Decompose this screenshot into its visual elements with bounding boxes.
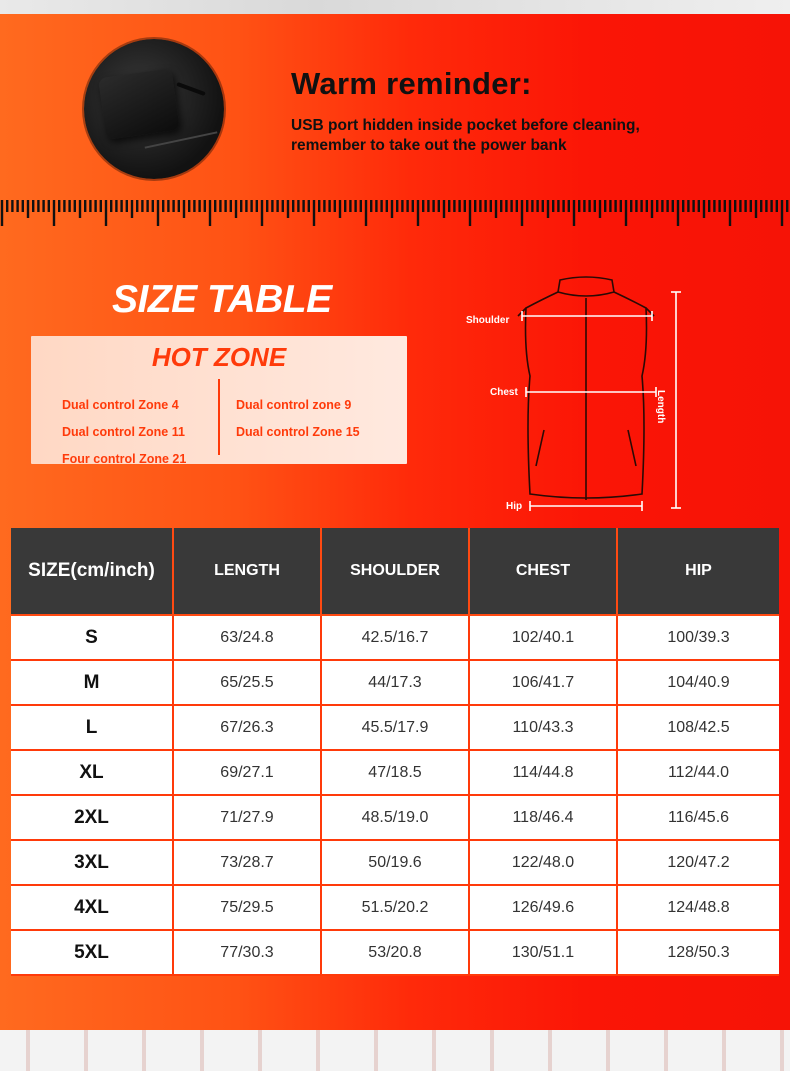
size-table-title: SIZE TABLE: [112, 278, 332, 321]
hot-zone-title: [31, 342, 407, 373]
cell-length: 63/24.8: [173, 615, 321, 660]
bottom-border-strip: [0, 1030, 790, 1071]
reminder-title: Warm reminder:: [291, 66, 532, 101]
cell-hip: 120/47.2: [617, 840, 779, 885]
hot-zone-divider: [218, 379, 220, 455]
cell-size: M: [11, 660, 173, 705]
cell-shoulder: 48.5/19.0: [321, 795, 469, 840]
cell-length: 65/25.5: [173, 660, 321, 705]
cell-shoulder: 44/17.3: [321, 660, 469, 705]
hot-zone-item: Dual control Zone 11: [62, 425, 185, 439]
cell-length: 77/30.3: [173, 930, 321, 975]
cell-chest: 130/51.1: [469, 930, 617, 975]
cell-chest: 114/44.8: [469, 750, 617, 795]
cell-chest: 118/46.4: [469, 795, 617, 840]
table-row: [11, 660, 779, 705]
hot-zone-title-text: HOT ZONE: [151, 342, 287, 372]
power-bank-icon: [98, 68, 180, 140]
cell-chest: 102/40.1: [469, 615, 617, 660]
cell-length: 69/27.1: [173, 750, 321, 795]
cell-size: L: [11, 705, 173, 750]
cell-size: 2XL: [11, 795, 173, 840]
cell-shoulder: 47/18.5: [321, 750, 469, 795]
column-header-chest: CHEST: [469, 528, 617, 615]
table-row: [11, 750, 779, 795]
cell-hip: 128/50.3: [617, 930, 779, 975]
cell-chest: 126/49.6: [469, 885, 617, 930]
cell-length: 73/28.7: [173, 840, 321, 885]
cell-size: S: [11, 615, 173, 660]
hot-zone-item: Dual control Zone 4: [62, 398, 179, 412]
column-header-shoulder: SHOULDER: [321, 528, 469, 615]
cell-size: 4XL: [11, 885, 173, 930]
size-table-header-row: [11, 528, 779, 615]
cell-shoulder: 53/20.8: [321, 930, 469, 975]
vest-measurement-diagram: [456, 270, 696, 512]
power-bank-pocket-photo: [84, 39, 224, 179]
size-table: [11, 528, 779, 976]
cell-chest: 122/48.0: [469, 840, 617, 885]
table-row: [11, 795, 779, 840]
table-row: [11, 615, 779, 660]
cell-size: 5XL: [11, 930, 173, 975]
reminder-line-2: remember to take out the power bank: [291, 137, 567, 154]
cell-length: 67/26.3: [173, 705, 321, 750]
cell-hip: 112/44.0: [617, 750, 779, 795]
pocket-seam: [145, 131, 218, 148]
shoulder-label: Shoulder: [466, 315, 510, 326]
chest-label: Chest: [490, 387, 518, 398]
hot-zone-item: Four control Zone 21: [62, 452, 187, 466]
cell-chest: 106/41.7: [469, 660, 617, 705]
usb-cable-icon: [176, 82, 206, 96]
hot-zone-item: Dual control zone 9: [236, 398, 352, 412]
cell-shoulder: 42.5/16.7: [321, 615, 469, 660]
cell-size: 3XL: [11, 840, 173, 885]
table-row: [11, 930, 779, 975]
reminder-line-1: USB port hidden inside pocket before cleaning,: [291, 117, 640, 134]
cell-length: 75/29.5: [173, 885, 321, 930]
hot-zone-item: Dual control Zone 15: [236, 425, 360, 439]
hot-zone-panel: [31, 336, 407, 464]
cell-hip: 104/40.9: [617, 660, 779, 705]
top-border-strip: [0, 0, 790, 14]
hip-label: Hip: [506, 501, 523, 512]
column-header-size: SIZE(cm/inch): [11, 528, 173, 615]
size-chart-poster: [0, 14, 790, 1030]
cell-shoulder: 51.5/20.2: [321, 885, 469, 930]
reminder-text: [291, 116, 691, 156]
cell-hip: 108/42.5: [617, 705, 779, 750]
cell-length: 71/27.9: [173, 795, 321, 840]
table-row: [11, 705, 779, 750]
cell-shoulder: 45.5/17.9: [321, 705, 469, 750]
column-header-length: LENGTH: [173, 528, 321, 615]
cell-hip: 116/45.6: [617, 795, 779, 840]
cell-size: XL: [11, 750, 173, 795]
cell-chest: 110/43.3: [469, 705, 617, 750]
cell-hip: 100/39.3: [617, 615, 779, 660]
column-header-hip: HIP: [617, 528, 779, 615]
cell-hip: 124/48.8: [617, 885, 779, 930]
table-row: [11, 840, 779, 885]
cell-shoulder: 50/19.6: [321, 840, 469, 885]
length-label: Length: [655, 390, 666, 424]
table-row: [11, 885, 779, 930]
ruler-divider: [0, 198, 790, 238]
